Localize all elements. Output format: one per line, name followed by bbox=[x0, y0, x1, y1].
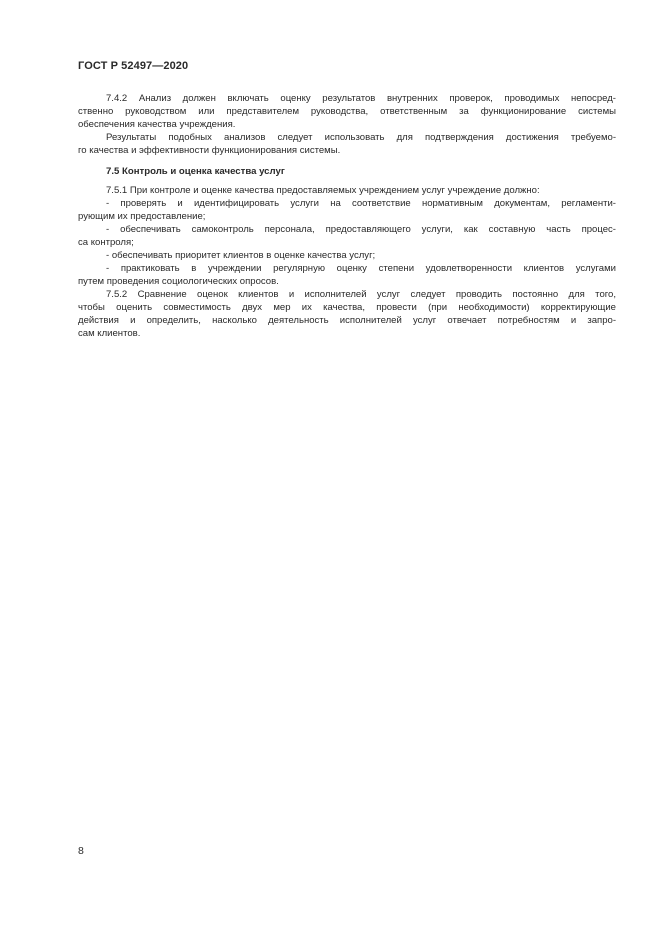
page-number: 8 bbox=[78, 845, 84, 857]
list-item bbox=[78, 262, 616, 288]
paragraph-results bbox=[78, 131, 616, 157]
document-body bbox=[78, 92, 616, 340]
text-line: сам клиентов. bbox=[78, 328, 141, 339]
list-item bbox=[78, 197, 616, 223]
list-item bbox=[78, 223, 616, 249]
text-line: Результаты подобных анализов следует использовать для подтверждения достижения требуемо- bbox=[106, 132, 616, 143]
text-line: рующим их предоставление; bbox=[78, 211, 206, 222]
text-line: ственно руководством или представителем руководства, ответственным за функционирование системы bbox=[78, 106, 616, 117]
text-line: - проверять и идентифицировать услуги на соответствие нормативным документам, регламенти- bbox=[106, 198, 616, 209]
paragraph-7-4-2 bbox=[78, 92, 616, 131]
text-line: обеспечения качества учреждения. bbox=[78, 119, 236, 130]
list-item bbox=[78, 249, 616, 262]
text-line: - практиковать в учреждении регулярную оценку степени удовлетворенности клиентов услугами bbox=[106, 263, 616, 274]
text-line: 7.5.2 Сравнение оценок клиентов и исполнителей услуг следует проводить постоянно для того, bbox=[106, 289, 616, 300]
text-line: 7.4.2 Анализ должен включать оценку результатов внутренних проверок, проводимых непосред- bbox=[106, 93, 616, 104]
document-code: ГОСТ Р 52497—2020 bbox=[78, 60, 189, 72]
text-line: чтобы оценить совместимость двух мер их качества, провести (при необходимости) корректирующие bbox=[78, 302, 616, 313]
section-heading-7-5: 7.5 Контроль и оценка качества услуг bbox=[106, 166, 285, 177]
text-line: - обеспечивать приоритет клиентов в оценке качества услуг; bbox=[106, 250, 376, 261]
text-line: действия и определить, насколько деятельность исполнителей услуг отвечает потребностям и запро- bbox=[78, 315, 616, 326]
text-line: - обеспечивать самоконтроль персонала, предоставляющего услуги, как составную часть процес- bbox=[106, 224, 616, 235]
text-line: 7.5.1 При контроле и оценке качества предоставляемых учреждением услуг учреждение должно: bbox=[106, 185, 540, 196]
paragraph-7-5-1 bbox=[78, 184, 616, 197]
paragraph-7-5-2 bbox=[78, 288, 616, 340]
text-line: са контроля; bbox=[78, 237, 134, 248]
text-line: го качества и эффективности функционирования системы. bbox=[78, 145, 341, 156]
text-line: путем проведения социологических опросов. bbox=[78, 276, 279, 287]
